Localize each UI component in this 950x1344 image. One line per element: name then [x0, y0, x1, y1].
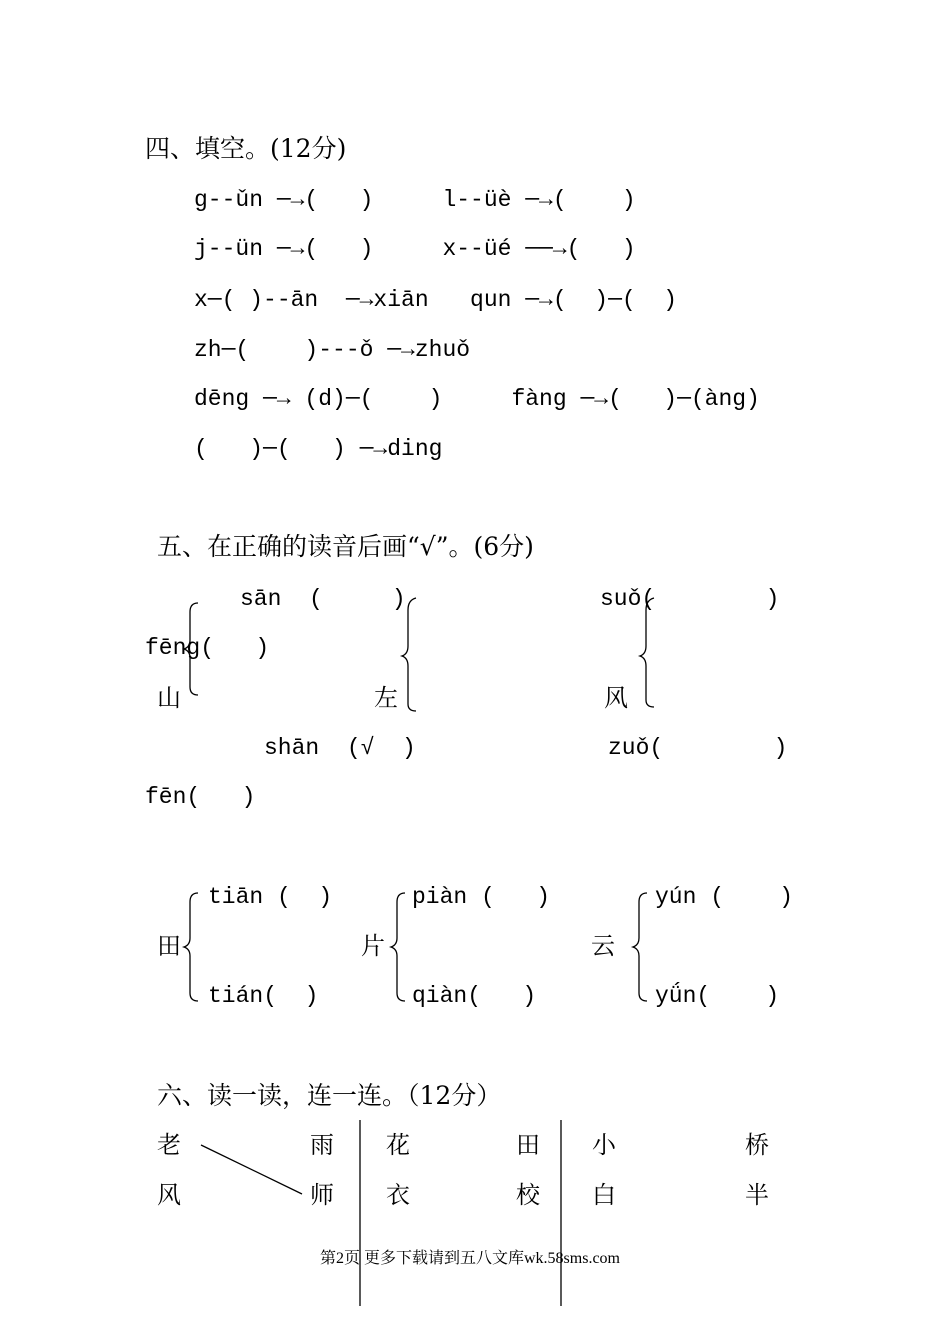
char-feng: 风 — [604, 684, 628, 712]
brace-zuo — [402, 598, 416, 711]
word-ban: 半 — [745, 1181, 769, 1209]
brace-tian — [184, 893, 198, 1001]
char-yun: 云 — [591, 932, 615, 960]
word-tian: 田 — [516, 1131, 540, 1159]
char-zuo: 左 — [374, 684, 398, 712]
section4-line-5: dēng ─→ (d)─( ) fàng ─→( )─(àng) — [194, 386, 760, 412]
option-yun1: yún ( ) — [655, 884, 794, 910]
word-shi: 师 — [310, 1181, 334, 1209]
section5-heading: 五、在正确的读音后画“√”。(6分) — [157, 532, 534, 561]
section4-line-2: j--ün ─→( ) x--üé ──→( ) — [194, 236, 636, 262]
word-bai: 白 — [592, 1181, 616, 1209]
option-pian: piàn ( ) — [412, 884, 551, 910]
word-lao: 老 — [157, 1131, 181, 1159]
option-yun2: yǘn( ) — [655, 983, 780, 1009]
section4-heading: 四、填空。(12分) — [145, 134, 347, 163]
option-tian2: tián( ) — [208, 983, 319, 1009]
option-suo: suǒ( ) — [600, 586, 780, 612]
section6-heading: 六、读一读，连一连。（12分） — [157, 1081, 502, 1110]
footer: 第2页 更多下载请到五八文库wk.58sms.com — [320, 1250, 621, 1267]
option-shan: shān (√ ) — [264, 735, 416, 761]
brace-shan — [184, 603, 198, 695]
char-shan: 山 — [157, 684, 181, 712]
char-tian: 田 — [157, 932, 181, 960]
option-feng: fēng( ) — [145, 635, 270, 661]
word-xiao: 小 — [592, 1131, 616, 1159]
word-qiao: 桥 — [745, 1131, 769, 1159]
brace-yun — [633, 893, 647, 1001]
option-san: sān ( ) — [240, 586, 406, 612]
word-yu: 雨 — [310, 1131, 334, 1159]
option-qian: qiàn( ) — [412, 983, 537, 1009]
option-zuo: zuǒ( ) — [608, 735, 788, 761]
word-hua: 花 — [386, 1131, 410, 1159]
char-pian: 片 — [361, 932, 385, 960]
section4-line-6: ( )─( ) ─→ding — [194, 436, 443, 462]
word-feng: 风 — [157, 1181, 181, 1209]
brace-pian — [391, 893, 405, 1001]
word-yi: 衣 — [386, 1181, 410, 1209]
option-tian1: tiān ( ) — [208, 884, 333, 910]
brace-feng — [640, 598, 654, 707]
word-xiao2: 校 — [516, 1181, 540, 1209]
option-fen: fēn( ) — [145, 784, 256, 810]
section4-line-4: zh─( )---ǒ ─→zhuǒ — [194, 337, 471, 363]
section4-line-1: g--ǔn ─→( ) l--üè ─→( ) — [194, 187, 636, 213]
connect-line — [201, 1145, 302, 1194]
section4-line-3: x─( )--ān ─→xiān qun ─→( )─( ) — [194, 287, 678, 313]
